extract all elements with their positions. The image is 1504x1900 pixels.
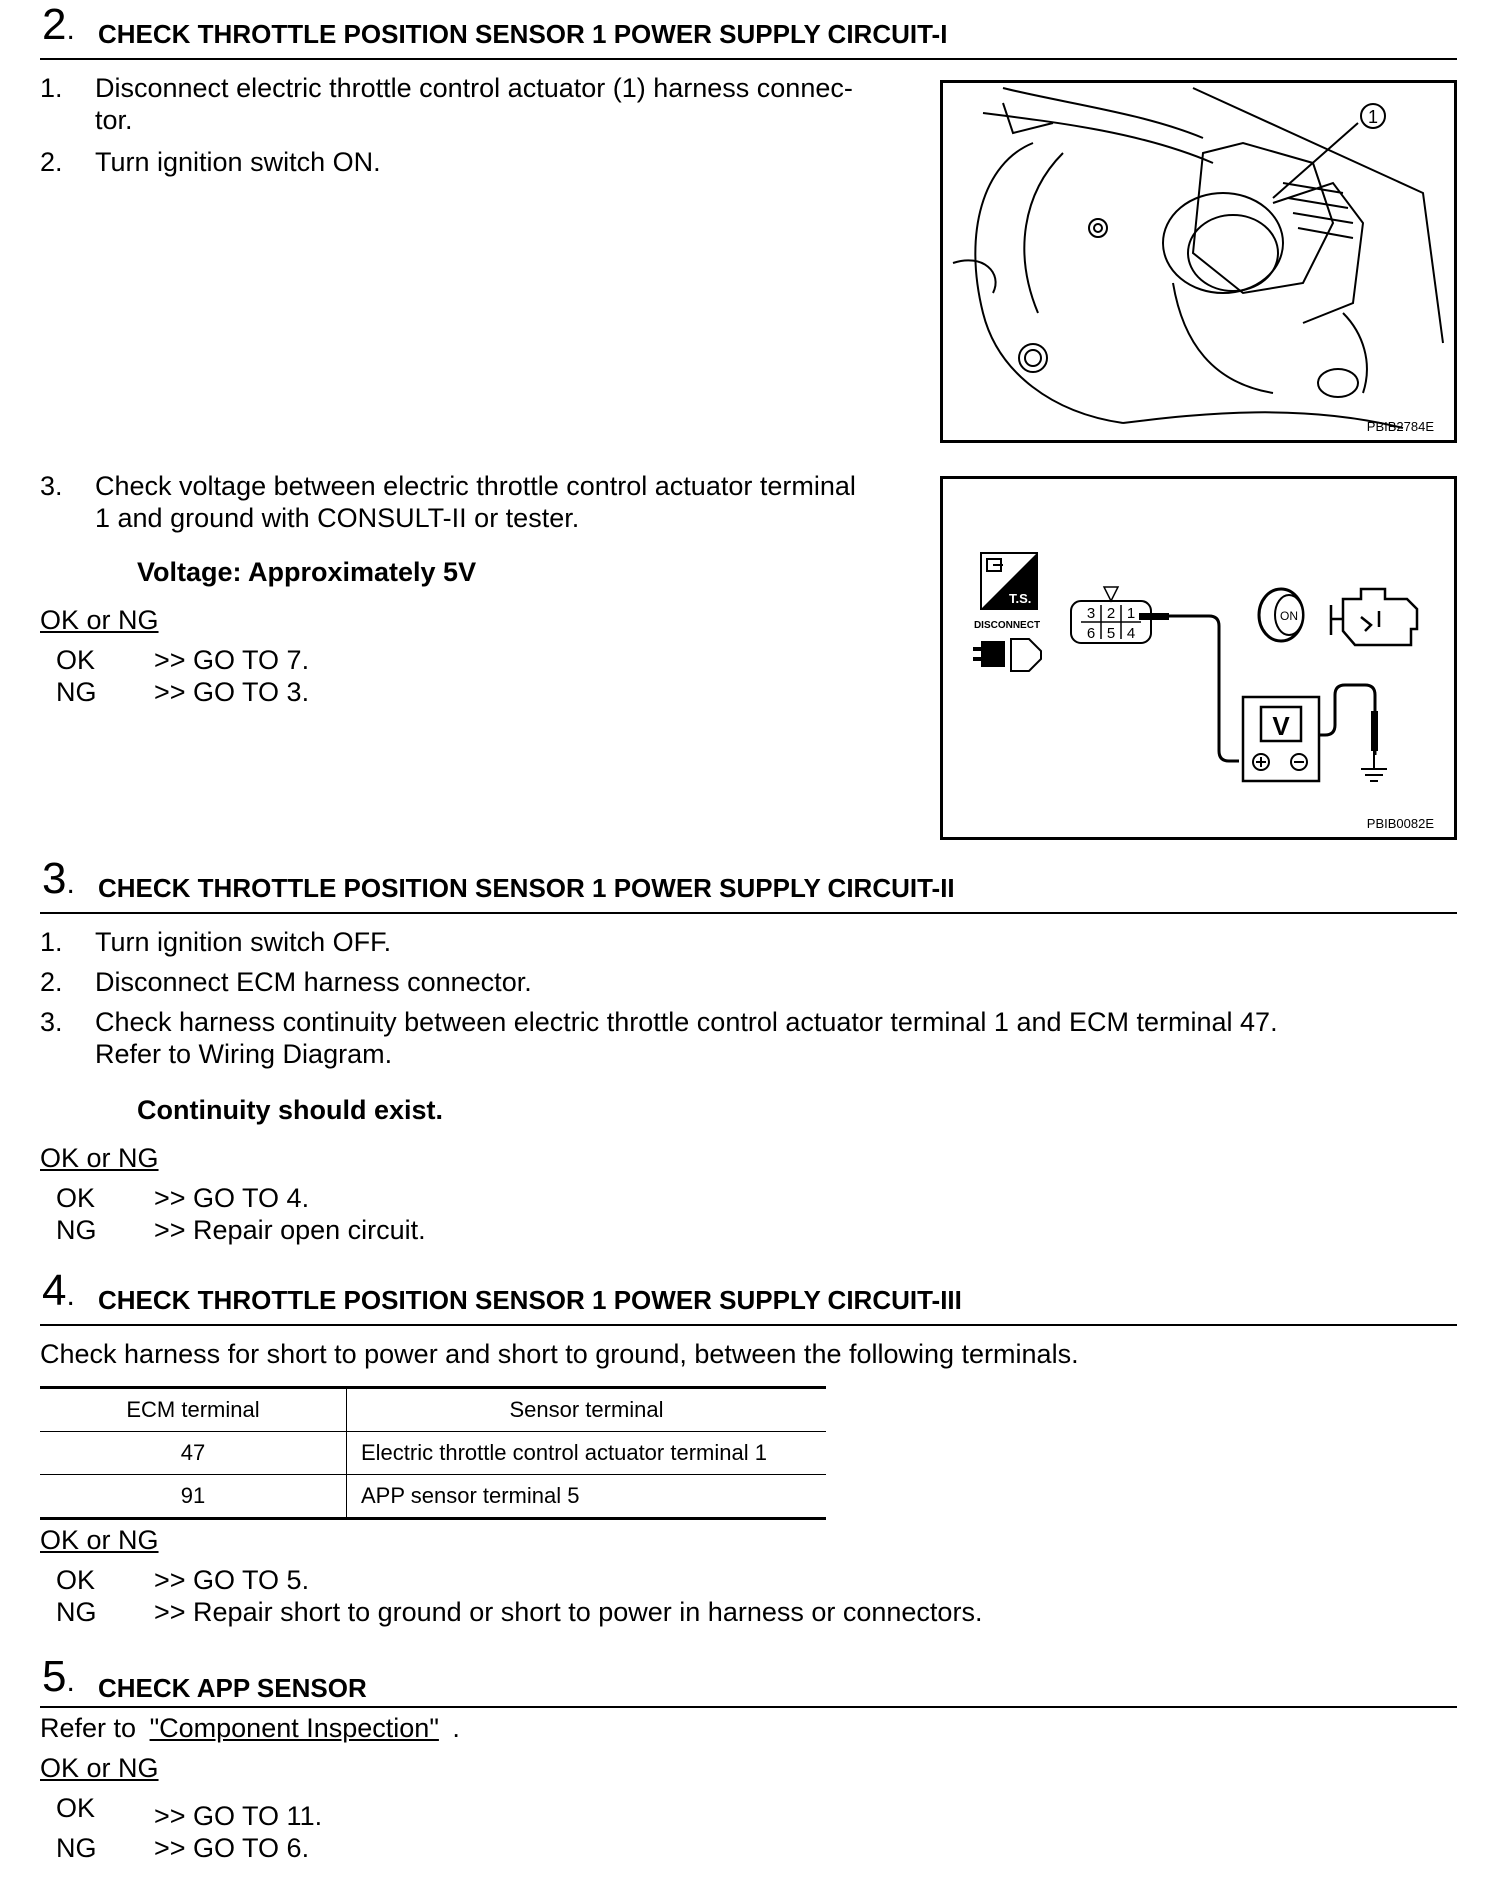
step-number: 2. — [40, 967, 63, 997]
result-key: OK — [56, 1183, 96, 1213]
result-value: >> Repair short to ground or short to power in harness or connectors. — [154, 1597, 983, 1627]
result-label: OK or NG — [40, 1525, 159, 1555]
throttle-actuator-illustration — [943, 83, 1454, 440]
table-header-row — [40, 1388, 826, 1432]
table-header: ECM terminal — [40, 1388, 347, 1432]
refer-suffix: . — [452, 1713, 460, 1743]
svg-text:1: 1 — [1126, 605, 1136, 622]
figure-id: PBIB2784E — [1366, 419, 1434, 434]
callout-number: 1 — [1367, 107, 1379, 127]
result-label: OK or NG — [40, 605, 159, 635]
svg-text:3: 3 — [1086, 605, 1096, 622]
table-header: Sensor terminal — [347, 1388, 827, 1432]
disconnect-label: DISCONNECT — [973, 620, 1041, 631]
figure-voltage-check — [940, 476, 1457, 840]
svg-text:4: 4 — [1126, 625, 1136, 642]
component-inspection-link[interactable]: "Component Inspection" — [149, 1713, 439, 1743]
step-text: Check voltage between electric throttle control actuator terminal — [95, 471, 856, 501]
section-title: CHECK APP SENSOR — [98, 1673, 367, 1703]
step-text: Disconnect electric throttle control actuator (1) harness connec- — [95, 73, 853, 103]
voltage-spec: Voltage: Approximately 5V — [137, 557, 477, 587]
table-row — [40, 1475, 826, 1519]
svg-text:5: 5 — [1106, 625, 1116, 642]
step-text: Turn ignition switch ON. — [95, 147, 381, 177]
section-title: CHECK THROTTLE POSITION SENSOR 1 POWER SUPPLY CIRCUIT-II — [98, 873, 955, 903]
result-label: OK or NG — [40, 1753, 159, 1783]
ground-icon — [1361, 751, 1387, 781]
result-value: >> GO TO 11. — [154, 1801, 323, 1831]
table-cell: 91 — [40, 1475, 347, 1519]
refer-prefix: Refer to — [40, 1713, 137, 1743]
step-number: 3. — [40, 1007, 63, 1037]
step-text: Check harness continuity between electric throttle control actuator terminal 1 and ECM terminal 47. — [95, 1007, 1278, 1037]
result-key: NG — [56, 1597, 97, 1627]
figure-throttle-actuator — [940, 80, 1457, 443]
ts-label: T.S. — [1009, 591, 1032, 606]
voltage-check-diagram — [943, 479, 1454, 837]
section-3-header — [40, 854, 1457, 914]
result-value: >> GO TO 6. — [154, 1833, 310, 1863]
section-number: 3. — [42, 854, 75, 903]
step-text: Turn ignition switch OFF. — [95, 927, 392, 957]
section-title: CHECK THROTTLE POSITION SENSOR 1 POWER SUPPLY CIRCUIT-I — [98, 19, 948, 49]
table-row — [40, 1432, 826, 1475]
engine-icon — [1331, 589, 1417, 645]
section-intro: Check harness for short to power and short to ground, between the following terminals. — [40, 1339, 1079, 1369]
section-4-header — [40, 1266, 1457, 1326]
result-value: >> GO TO 5. — [154, 1565, 310, 1595]
section-2-header — [40, 0, 1457, 60]
table-cell: APP sensor terminal 5 — [361, 1483, 580, 1508]
result-value: >> Repair open circuit. — [154, 1215, 426, 1245]
result-value: >> GO TO 3. — [154, 677, 310, 707]
section-number: 4. — [42, 1266, 75, 1315]
ignition-key-icon — [1259, 589, 1303, 641]
refer-line — [40, 1712, 460, 1744]
svg-text:2: 2 — [1106, 605, 1116, 622]
voltmeter-icon — [1243, 697, 1319, 781]
result-key: NG — [56, 1833, 97, 1863]
ignition-on-label: ON — [1280, 609, 1298, 623]
step-text: tor. — [95, 105, 133, 135]
step-number: 2. — [40, 147, 63, 177]
svg-text:6: 6 — [1086, 625, 1096, 642]
result-key: OK — [56, 645, 96, 675]
result-value: >> GO TO 4. — [154, 1183, 310, 1213]
step-number: 3. — [40, 471, 63, 501]
section-title: CHECK THROTTLE POSITION SENSOR 1 POWER SUPPLY CIRCUIT-III — [98, 1285, 962, 1315]
figure-id: PBIB0082E — [1366, 816, 1434, 831]
table-cell: 47 — [40, 1432, 347, 1475]
section-number: 2. — [42, 0, 75, 49]
table-cell: Electric throttle control actuator terminal 1 — [347, 1432, 827, 1475]
step-text: Refer to Wiring Diagram. — [95, 1039, 393, 1069]
step-number: 1. — [40, 73, 63, 103]
result-label: OK or NG — [40, 1143, 159, 1173]
step-text: Disconnect ECM harness connector. — [95, 967, 532, 997]
result-key: NG — [56, 1215, 97, 1245]
step-text: 1 and ground with CONSULT-II or tester. — [95, 503, 580, 533]
disconnect-icon — [973, 639, 1041, 671]
result-value: >> GO TO 7. — [154, 645, 310, 675]
section-5-header — [40, 1652, 1457, 1708]
svg-text:V: V — [1272, 711, 1290, 741]
terminal-table — [40, 1386, 826, 1520]
result-key: OK — [56, 1793, 96, 1823]
section-number: 5. — [42, 1652, 75, 1701]
result-key: NG — [56, 677, 97, 707]
result-key: OK — [56, 1565, 96, 1595]
step-number: 1. — [40, 927, 63, 957]
continuity-spec: Continuity should exist. — [137, 1095, 444, 1125]
